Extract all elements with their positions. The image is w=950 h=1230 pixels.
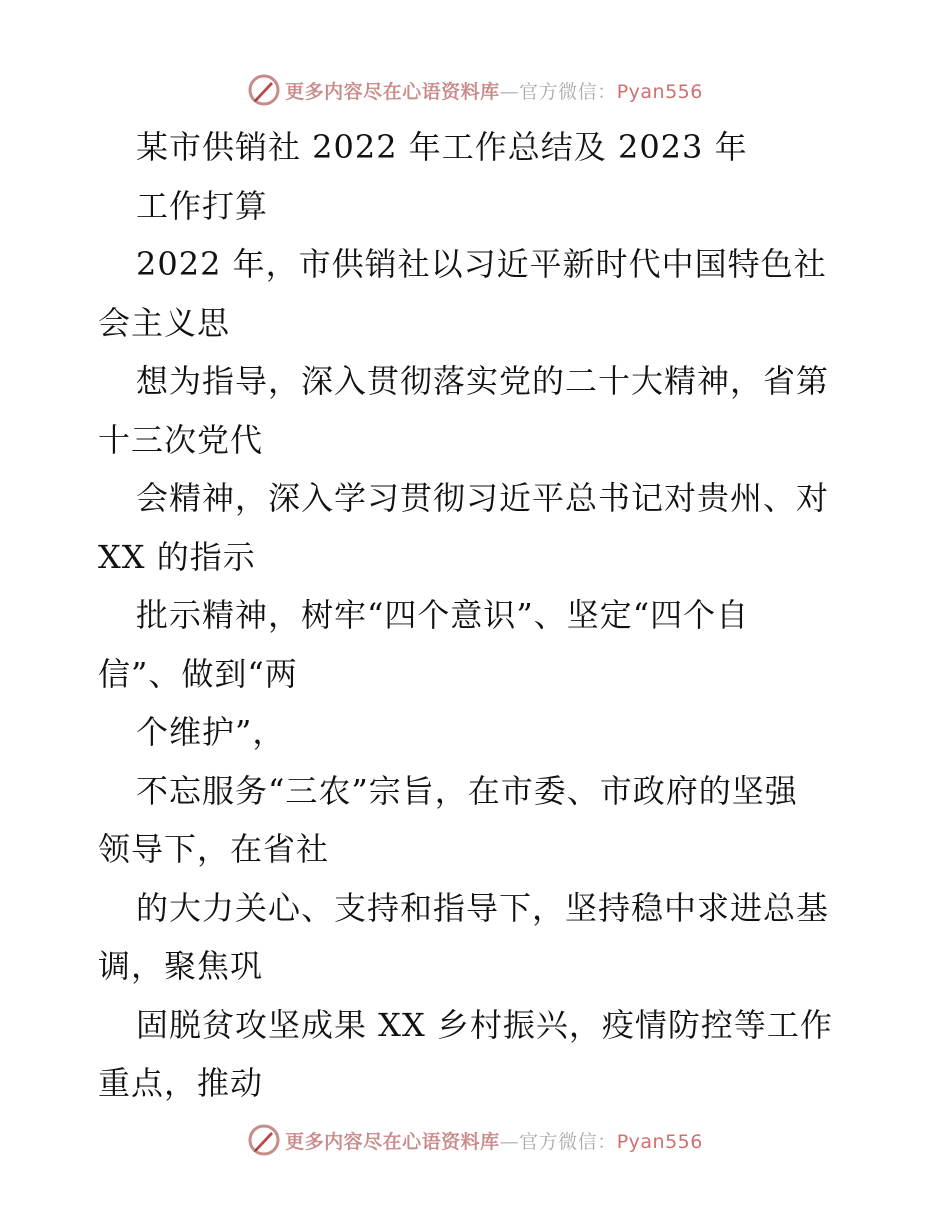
paragraph-line: 2022 年，市供销社以习近平新时代中国特色社 <box>136 245 827 283</box>
paragraph-line: 领导下，在省社 <box>98 830 330 868</box>
paragraph-line: 的大力关心、支持和指导下，坚持稳中求进总基 <box>136 888 830 927</box>
paragraph-line: 十三次党代 <box>98 420 264 459</box>
watermark-wechat-label: 官方微信： <box>519 80 617 103</box>
paragraph-line: 调，聚焦巩 <box>98 947 264 985</box>
document-title-line-2: 工作打算 <box>136 186 269 225</box>
quill-pen-logo-icon <box>247 73 281 107</box>
paragraph-line: 想为指导，深入贯彻落实党的二十大精神，省第 <box>136 362 830 400</box>
paragraph-line: 会主义思 <box>98 303 231 342</box>
paragraph-line: 批示精神，树牢“四个意识”、坚定“四个自 <box>136 596 750 634</box>
paragraph-line: 固脱贫攻坚成果 XX 乡村振兴，疫情防控等工作 <box>136 1005 833 1044</box>
watermark-wechat-id: Pyan556 <box>616 1130 703 1153</box>
document-title-line-1: 某市供销社 2022 年工作总结及 2023 年 <box>136 128 748 166</box>
watermark-site: 更多内容尽在心语资料库 <box>285 80 500 103</box>
watermark-separator: — <box>499 80 520 103</box>
watermark-separator: — <box>499 1130 520 1153</box>
paragraph-line: 个维护”， <box>136 713 286 751</box>
watermark-footer <box>0 1120 950 1160</box>
watermark-header <box>0 70 950 110</box>
paragraph-line: 会精神，深入学习贯彻习近平总书记对贵州、对 <box>136 479 830 517</box>
quill-pen-logo-icon <box>247 1123 281 1157</box>
paragraph-line: 重点，推动 <box>98 1064 264 1102</box>
document-body <box>98 118 858 1113</box>
watermark-site: 更多内容尽在心语资料库 <box>285 1130 500 1153</box>
paragraph-line: 不忘服务“三农”宗旨，在市委、市政府的坚强 <box>136 771 798 810</box>
watermark-wechat-label: 官方微信： <box>519 1130 617 1153</box>
paragraph-line: XX 的指示 <box>98 537 256 576</box>
watermark-wechat-id: Pyan556 <box>616 80 703 103</box>
paragraph-line: 信”、做到“两 <box>98 654 298 693</box>
